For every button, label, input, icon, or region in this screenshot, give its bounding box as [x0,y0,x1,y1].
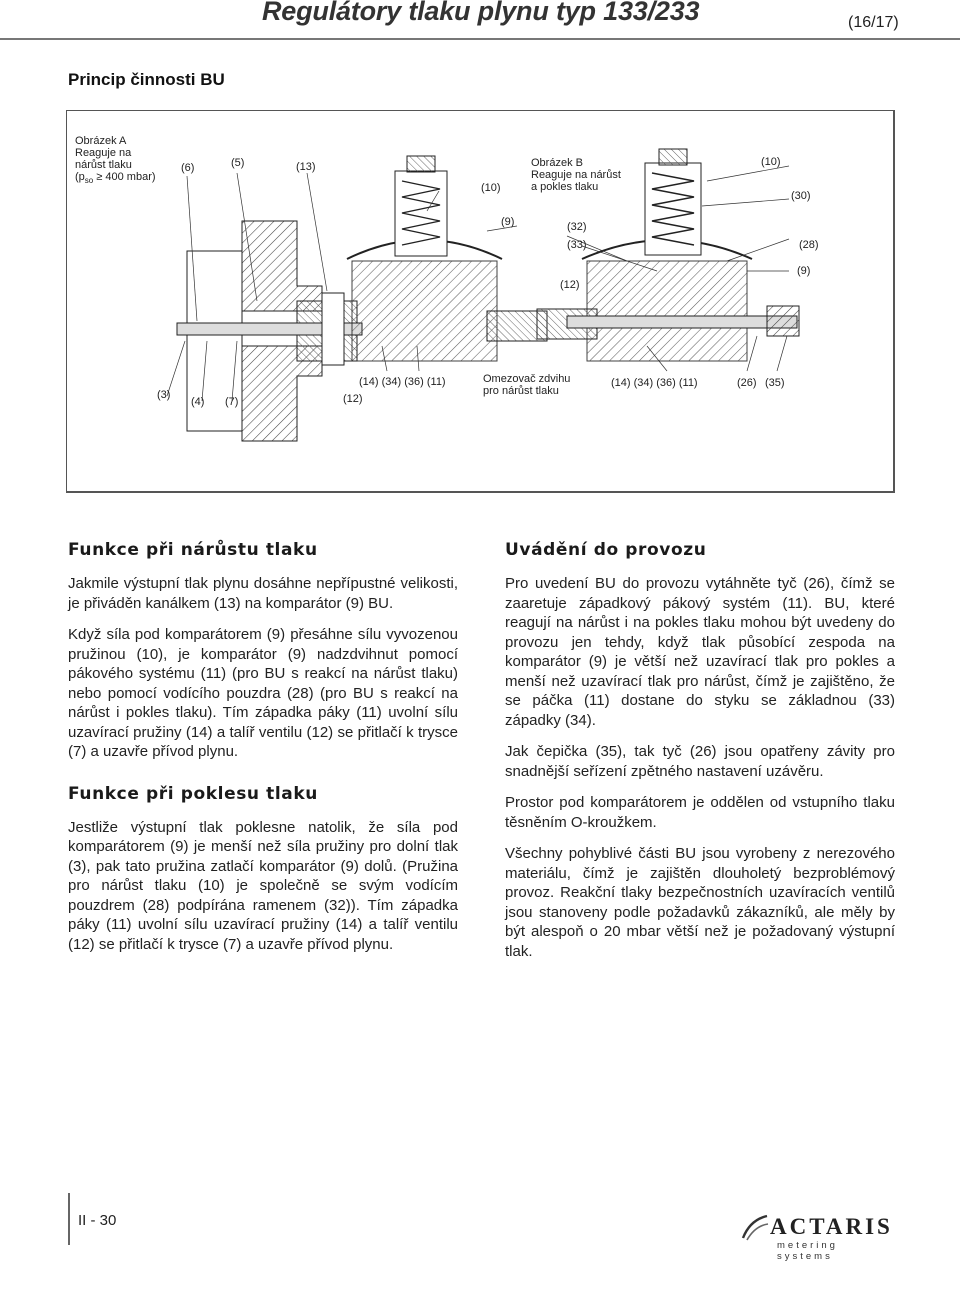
paragraph-commissioning-2: Jak čepička (35), tak tyč (26) jsou opatřeny závity pro snadnější seřízení zpětného nastavení uzávěru. [505,743,895,780]
callout-30: (30) [791,190,811,202]
callout-32: (32) [567,221,587,233]
header-rule [0,38,960,40]
logo-word: ACTARIS [770,1214,893,1239]
left-column [68,540,458,966]
paragraph-commissioning-3: Prostor pod komparátorem je oddělen od vstupního tlaku těsněním O-kroužkem. [505,794,895,831]
caption-a [75,135,156,187]
callout-9b: (9) [797,265,811,277]
caption-a-p: (p [75,171,85,183]
heading-pressure-drop: Funkce při poklesu tlaku [68,783,318,804]
callout-right-group: (14) (34) (36) (11) [611,377,698,389]
paragraph-commissioning-4: Všechny pohyblivé části BU jsou vyrobeny z nerezového materiálu, čímž je zajištěn dlouholetý bezproblémový provoz. Reakční tlaky bezpečnostních uzavíracích ventilů jsou stanoveny podle požadavků zákazníků, ale měly by být alespoň o 20 mbar větší než je požadovaný výstupní tlak. [505,845,895,960]
paragraph-rise-2: Když síla pod komparátorem (9) přesáhne sílu vyvozenou pružinou (10), je komparátor (9) nadzdvihnut pomocí pákového systému (11) (pro BU s reakcí na nárůst tlaku) nebo pomocí vodícího pouzdra (28) (pro BU s reakcí na nárůst i pokles tlaku). Tím západka páky (11) uvolní sílu uzavírací pružiny (14) a talíř ventilu (12) se přitlačí k trysce (7) a uzavře přívod plynu. [68,626,458,760]
paragraph-rise-1: Jakmile výstupní tlak plynu dosáhne nepřípustné velikosti, je přiváděn kanálkem (13) na komparátor (9) BU. [68,575,458,612]
right-column [505,540,895,973]
limiter-label [483,373,570,397]
page-number: II - 30 [78,1212,117,1229]
header-title: Regulátory tlaku plynu typ 133/233 [262,0,700,26]
caption-a-line1: Obrázek A [75,135,127,147]
caption-b [531,157,621,193]
caption-b-line1: Obrázek B [531,157,583,169]
section-title: Princip činnosti BU [68,70,225,89]
left-actuator-housing [352,261,497,361]
callout-4: (4) [191,396,205,408]
callout-7: (7) [225,396,239,408]
callout-10b: (10) [761,156,781,168]
heading-pressure-rise: Funkce při nárůstu tlaku [68,540,318,560]
caption-b-line2: Reaguje na nárůst [531,169,621,181]
callout-12a: (12) [560,279,580,291]
caption-a-sub: so [84,176,94,186]
callout-12b: (12) [343,393,363,405]
right-end-cap [767,306,799,336]
right-cap [659,149,687,165]
callout-13: (13) [296,161,316,173]
logo-mark-icon [740,1212,770,1242]
callout-left-group: (14) (34) (36) (11) [359,376,446,388]
callout-35: (35) [765,377,785,389]
callout-28: (28) [799,239,819,251]
callout-33: (33) [567,239,587,251]
header-page-ref: (16/17) [848,14,899,31]
paragraph-drop: Jestliže výstupní tlak poklesne natolik, že síla pod komparátorem (9) je menší než síla pružiny pro dolní tlak (3), pak tato pružina zatlačí komparátor (9) dolů. (Pružina pro nárůst tlaku (10) je společně se svým vodícím pouzdrem (28) podpírána ramenem (32)). Tím západka páky (11) uvolní sílu uzavírací pružiny (14) a talíř ventilu (12) se přitlačí k trysce (7) a uzavře přívod plynu. [68,818,458,953]
right-shaft [567,316,797,328]
callout-26: (26) [737,377,757,389]
caption-b-line3: a pokles tlaku [531,181,599,193]
paragraph-commissioning-1: Pro uvedení BU do provozu vytáhněte tyč (26), čímž se zaaretuje západkový pákový systém (11). BU, které reagují na nárůst i na pokles tlaku mohou být uvedeny do provozu jen tehdy, když tlak působící zespoda na komparátor (9) je větší než uzavírací tlak pro pokles a menší než uzavírací tlak pro nárůst, čímž je zajištěno, že se páčka (11) dostane do styku se základnou (33) západky (34). [505,575,895,729]
valve-body-upper [242,221,322,311]
caption-a-range: ≥ 400 mbar) [93,171,156,183]
actaris-logo [740,1212,893,1262]
left-seat-disk [322,293,344,365]
footer-rule [68,1193,70,1245]
technical-figure [66,110,895,493]
callout-5: (5) [231,157,245,169]
limiter-line1: Omezovač zdvihu [483,373,571,385]
left-cap [407,156,435,172]
caption-a-line4 [75,171,156,187]
callout-10a: (10) [481,182,501,194]
caption-a-line3: nárůst tlaku [75,159,132,171]
heading-commissioning: Uvádění do provozu [505,540,707,560]
limiter-line2: pro nárůst tlaku [483,385,559,397]
right-actuator-housing [587,261,747,361]
logo-tagline: metering systems [777,1240,838,1262]
callout-3: (3) [157,389,171,401]
callout-6: (6) [181,162,195,174]
callout-9a: (9) [501,216,515,228]
caption-a-line2: Reaguje na [75,147,132,159]
